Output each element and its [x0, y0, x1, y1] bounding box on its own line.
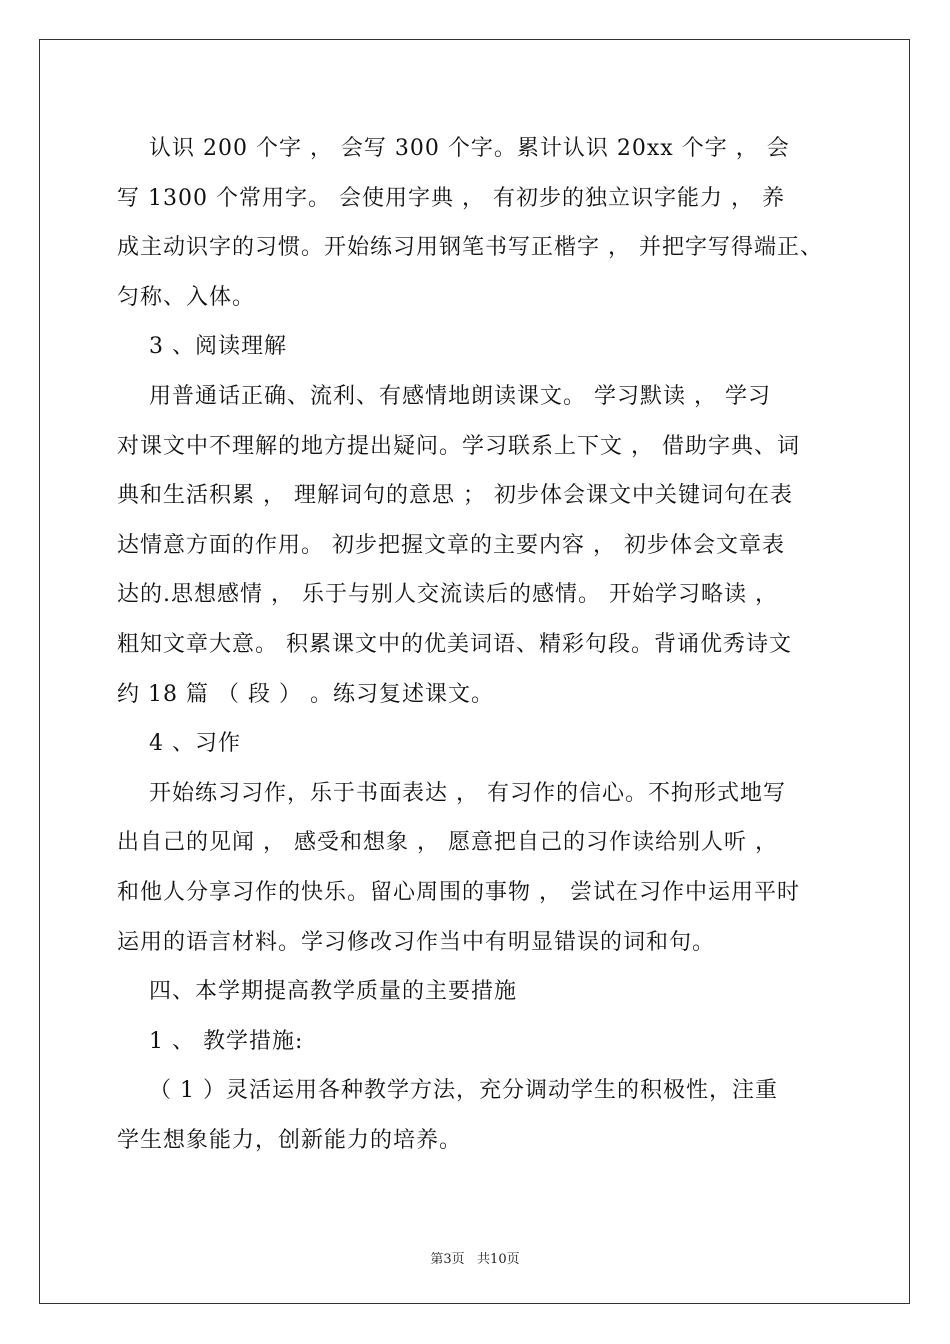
text-line: 写 1300 个常用字。 会使用字典 ， 有初步的独立识字能力 ， 养 — [117, 185, 785, 211]
text-line: 运用的语言材料。学习修改习作当中有明显错误的词和句。 — [117, 929, 716, 955]
text-line: 学生想象能力，创新能力的培养。 — [117, 1127, 463, 1153]
text-line: 典和生活积累 ， 理解词句的意思 ； 初步体会课文中关键词句在表 — [117, 483, 793, 509]
text-line: 认识 200 个字 ， 会写 300 个字。累计认识 20xx 个字 ， 会 — [117, 136, 790, 161]
document-body — [117, 124, 843, 1165]
text-line: 用普通话正确、流利、有感情地朗读课文。 学习默读 ， 学习 — [117, 383, 771, 409]
section-heading: 3 、阅读理解 — [117, 334, 287, 360]
text-line: 达情意方面的作用。 初步把握文章的主要内容 ， 初步体会文章表 — [117, 532, 785, 558]
text-line: 达的.思想感情 ， 乐于与别人交流读后的感情。 开始学习略读 ， — [117, 582, 778, 608]
text-line: 对课文中不理解的地方提出疑问。学习联系上下文 ， 借助字典、词 — [117, 433, 800, 459]
text-line: （ 1 ）灵活运用各种教学方法，充分调动学生的积极性，注重 — [117, 1078, 778, 1104]
section-heading: 4 、习作 — [117, 731, 241, 757]
text-line: 和他人分享习作的快乐。留心周围的事物 ， 尝试在习作中运用平时 — [117, 879, 800, 905]
subsection-heading: 1 、 教学措施: — [117, 1028, 304, 1054]
page-number-footer: 第3页 共10页 — [430, 1252, 520, 1267]
text-line: 匀称、入体。 — [117, 284, 256, 310]
text-line: 开始练习习作，乐于书面表达 ， 有习作的信心。不拘形式地写 — [117, 780, 786, 806]
text-line: 成主动识字的习惯。开始练习用钢笔书写正楷字 ， 并把字写得端正、 — [117, 235, 823, 261]
text-line: 出自己的见闻 ， 感受和想象 ， 愿意把自己的习作读给别人听 ， — [117, 830, 778, 856]
text-line: 约 18 篇 （ 段 ） 。练习复述课文。 — [117, 681, 494, 707]
text-line: 粗知文章大意。 积累课文中的优美词语、精彩句段。背诵优秀诗文 — [117, 631, 792, 657]
section-heading: 四、本学期提高教学质量的主要措施 — [117, 979, 517, 1005]
